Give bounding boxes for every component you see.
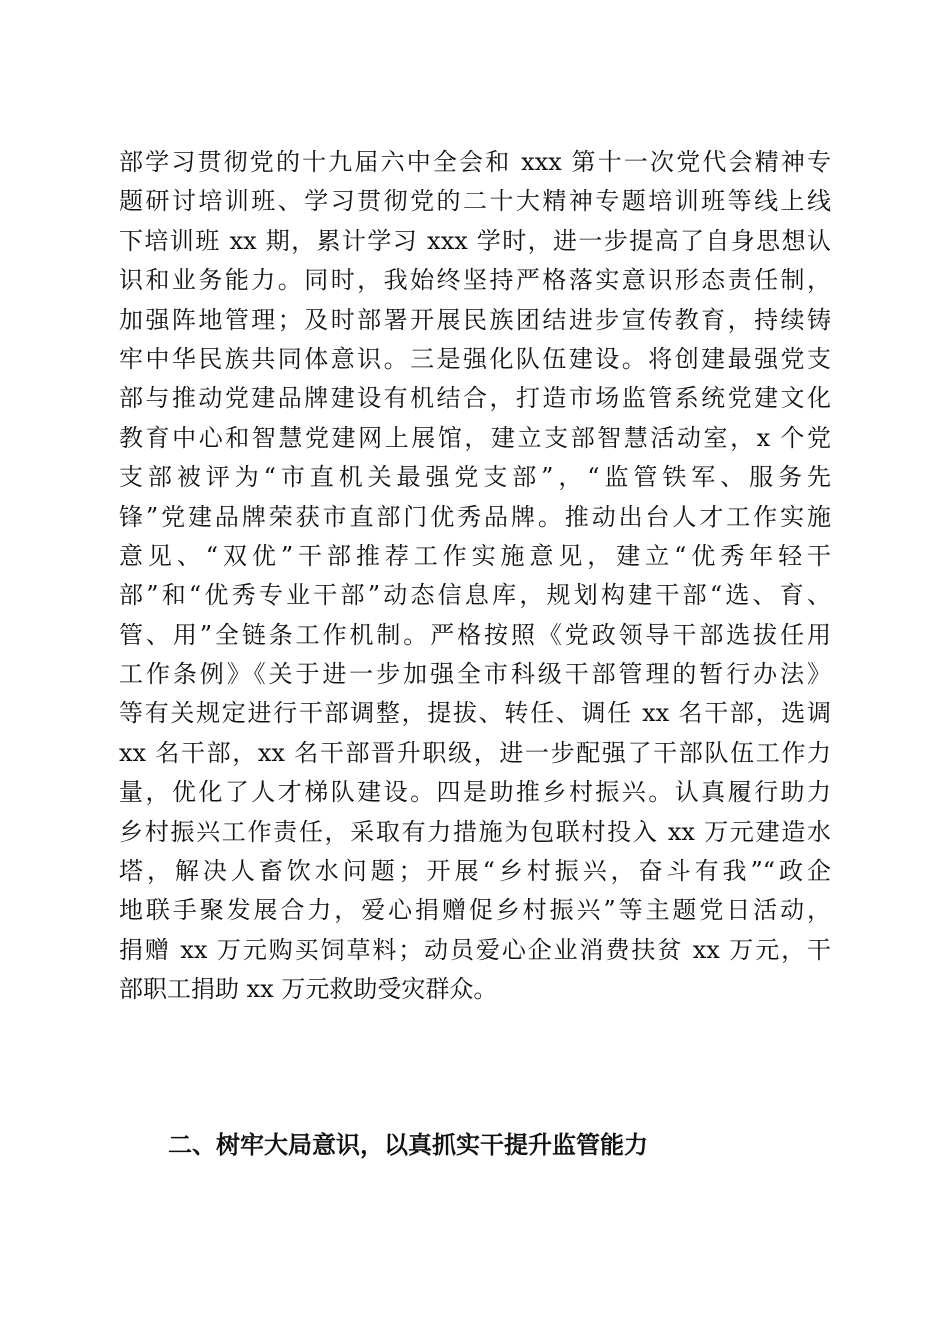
paragraph-line: 部”和“优秀专业干部”动态信息库，规划构建干部“选、育、 (119, 581, 831, 610)
paragraph-line: 工作条例》《关于进一步加强全市科级干部管理的暂行办法》 (119, 660, 831, 689)
paragraph-line: xx 名干部，xx 名干部晋升职级，进一步配强了干部队伍工作力 (119, 738, 831, 767)
paragraph-line: 塔，解决人畜饮水问题；开展“乡村振兴，奋斗有我”“政企 (119, 857, 831, 886)
paragraph-line: 加强阵地管理；及时部署开展民族团结进步宣传教育，持续铸 (119, 305, 831, 334)
paragraph-line: 等有关规定进行干部调整，提拔、转任、调任 xx 名干部，选调 (119, 699, 831, 728)
paragraph-line: 部学习贯彻党的十九届六中全会和 xxx 第十一次党代会精神专 (119, 148, 831, 176)
paragraph-line: 教育中心和智慧党建网上展馆，建立支部智慧活动室，x 个党 (119, 423, 831, 452)
section-heading: 二、树牢大局意识，以真抓实干提升监管能力 (168, 1131, 648, 1159)
paragraph-line: 意见、“双优”干部推荐工作实施意见，建立“优秀年轻干 (119, 541, 831, 570)
paragraph-line: 部职工捐助 xx 万元救助受灾群众。 (119, 975, 498, 1004)
paragraph-line: 识和业务能力。同时，我始终坚持严格落实意识形态责任制， (119, 266, 831, 295)
paragraph-line: 支部被评为“市直机关最强党支部”，“监管铁军、服务先 (119, 463, 831, 492)
paragraph-line: 地联手聚发展合力，爱心捐赠促乡村振兴”等主题党日活动， (119, 896, 831, 925)
paragraph-line: 牢中华民族共同体意识。三是强化队伍建设。将创建最强党支 (119, 344, 831, 373)
paragraph-line: 题研讨培训班、学习贯彻党的二十大精神专题培训班等线上线 (119, 187, 831, 216)
paragraph-line: 捐赠 xx 万元购买饲草料；动员爱心企业消费扶贫 xx 万元，干 (119, 935, 831, 964)
paragraph-line: 部与推动党建品牌建设有机结合，打造市场监管系统党建文化 (119, 384, 831, 413)
paragraph-line: 管、用”全链条工作机制。严格按照《党政领导干部选拔任用 (119, 620, 831, 649)
paragraph-line: 量，优化了人才梯队建设。四是助推乡村振兴。认真履行助力 (119, 778, 831, 807)
paragraph-line: 锋”党建品牌荣获市直部门优秀品牌。推动出台人才工作实施 (119, 502, 831, 531)
paragraph-line: 乡村振兴工作责任，采取有力措施为包联村投入 xx 万元建造水 (119, 817, 831, 846)
paragraph-line: 下培训班 xx 期，累计学习 xxx 学时，进一步提高了自身思想认 (119, 226, 831, 255)
body-paragraph (119, 143, 831, 1010)
